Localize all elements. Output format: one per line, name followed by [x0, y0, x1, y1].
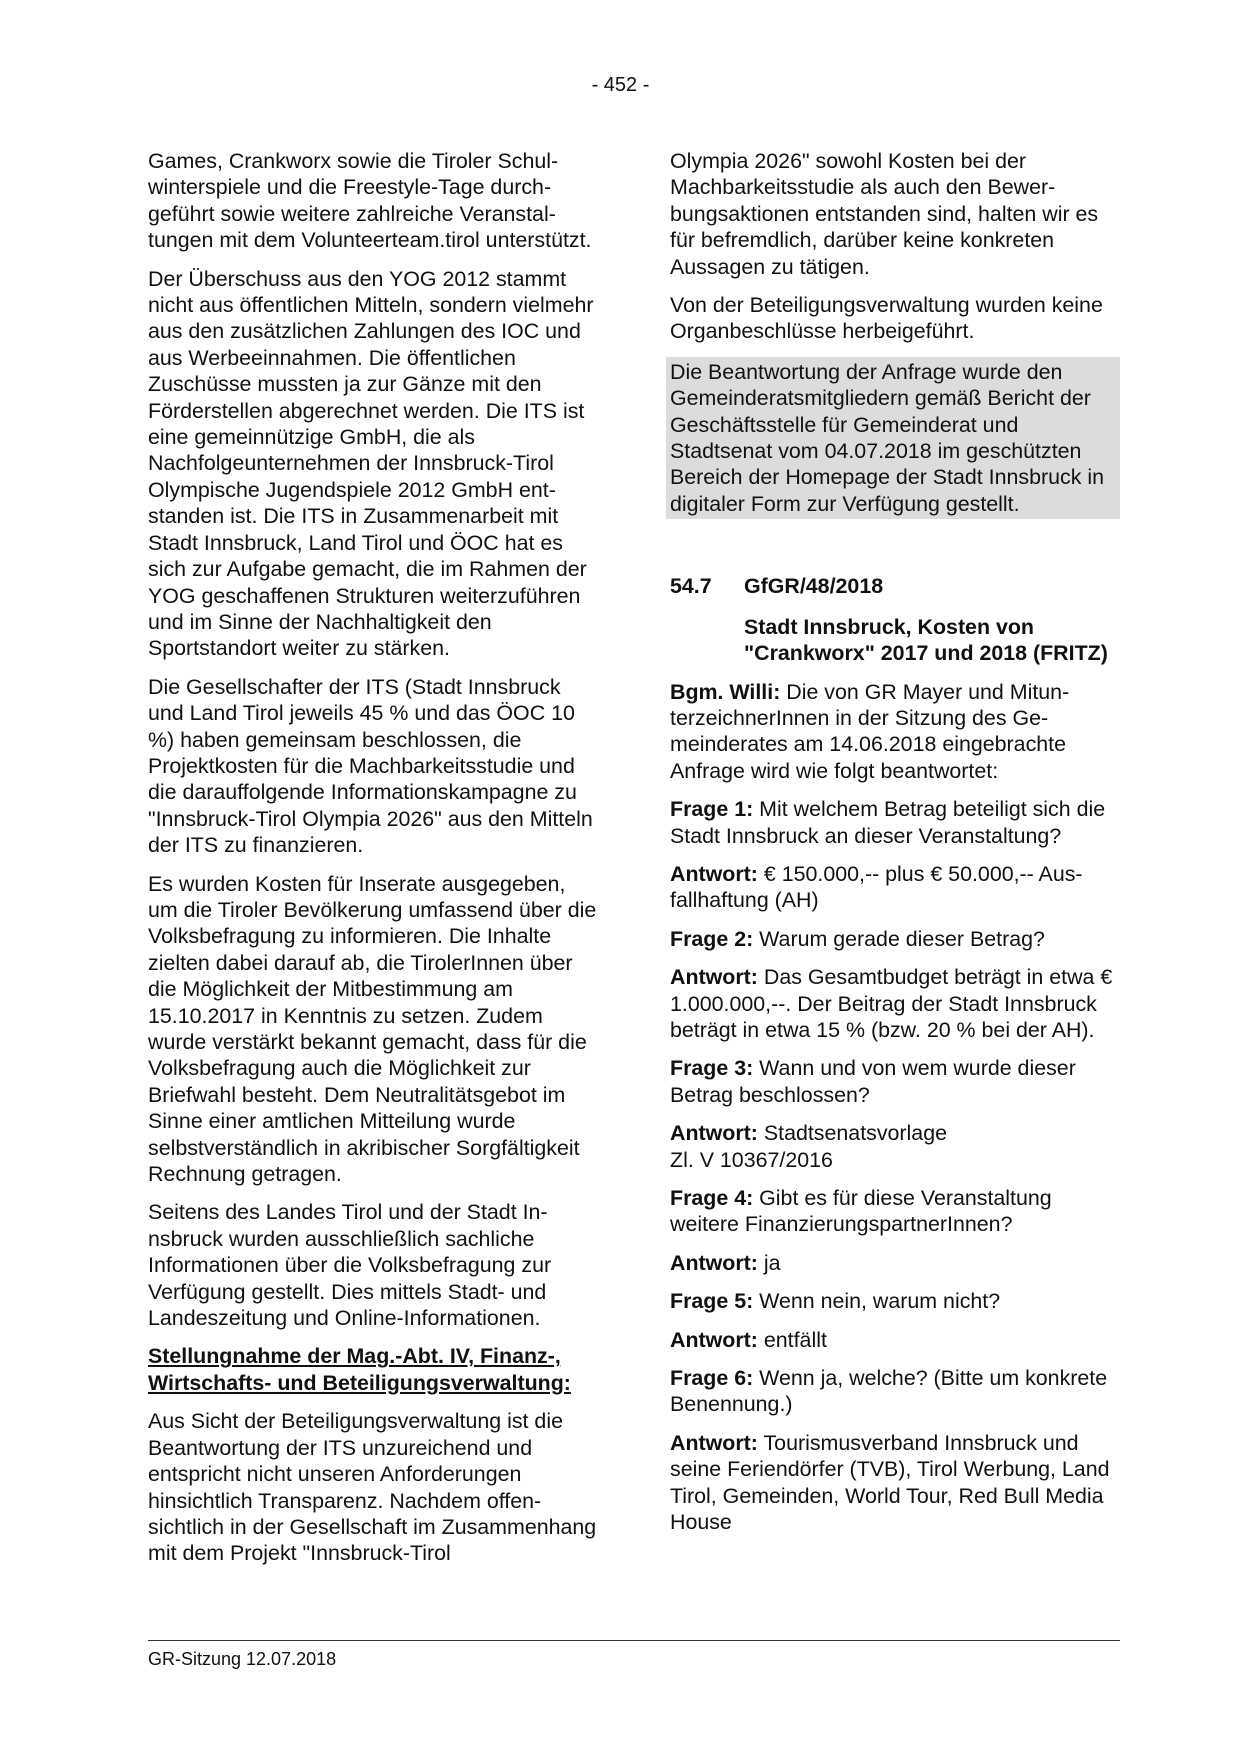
qa-text: Das Gesamtbudget beträgt in etwa € 1.000.000,--. Der Beitrag der Stadt Innsbruck beträgt in etwa 15 % (bzw. 20 % bei der AH). [670, 965, 1113, 1042]
right-column [670, 148, 1120, 1547]
qa-label: Frage 1: [670, 797, 754, 822]
qa-label: Frage 6: [670, 1366, 754, 1391]
qa-label: Frage 4: [670, 1186, 754, 1210]
highlighted-note: Die Beantwortung der Anfrage wurde den Gemeinderatsmitgliedern gemäß Bericht der Geschäftsstelle für Gemeinderat und Stadtsenat vom 04.07.2018 im geschützten Bereich der Homepage der Stadt Innsbruck in digitaler Form zur Verfügung gestellt. [666, 357, 1120, 519]
agenda-item-title: Stadt Innsbruck, Kosten von "Crankworx" 2017 und 2018 (FRITZ) [744, 614, 1108, 666]
answer-paragraph [670, 1250, 1120, 1276]
question-paragraph [670, 1288, 1120, 1314]
qa-text: € 150.000,-- plus € 50.000,-- Ausfallhaftung (AH) [670, 861, 1083, 913]
footer-divider [148, 1640, 1120, 1641]
qa-text: Tourismusverband Innsbruck und seine Feriendörfer (TVB), Tirol Werbung, Land Tirol, Gemeinden, World Tour, Red Bull Media House [670, 1430, 1110, 1535]
section-heading: Stellungnahme der Mag.-Abt. IV, Finanz-, Wirtschafts- und Beteiligungsverwaltung: [148, 1344, 571, 1395]
body-paragraph: Games, Crankworx sowie die Tiroler Schulwinterspiele und die Freestyle-Tage durchgeführt sowie weitere zahlreiche Veranstaltungen mit dem Volunteerteam.tirol unterstützt. [148, 149, 592, 253]
question-paragraph [670, 1365, 1120, 1418]
intro-text: Die von GR Mayer und MitunterzeichnerInnen in der Sitzung des Gemeinderates am 14.06.2018 eingebrachte Anfrage wird wie folgt beantwortet: [670, 679, 1070, 783]
body-paragraph: Die Gesellschafter der ITS (Stadt Innsbruck und Land Tirol jeweils 45 % und das ÖOC 10 %) haben gemeinsam beschlossen, die Projektkosten für die Machbarkeitsstudie und die darauffolgende Informationskampagne zu "Innsbruck-Tirol Olympia 2026" aus den Mitteln der ITS zu finanzieren. [148, 674, 593, 858]
qa-text: Warum gerade dieser Betrag? [753, 926, 1045, 951]
page-number: - 452 - [591, 74, 650, 96]
qa-text: Mit welchem Betrag beteiligt sich die Stadt Innsbruck an dieser Veranstaltung? [670, 797, 1106, 848]
body-paragraph: Es wurden Kosten für Inserate ausgegeben, um die Tiroler Bevölkerung umfassend über die Volksbefragung zu informieren. Die Inhalte zielten dabei darauf ab, die TirolerInnen über die Möglichkeit der Mitbestimmung am 15.10.2017 in Kenntnis zu setzen. Zudem wurde verstärkt bekannt gemacht, dass für die Volksbefragung auch die Möglichkeit zur Briefwahl besteht. Dem Neutralitätsgebot im Sinne einer amtlichen Mitteilung wurde selbstverständlich in akribischer Sorgfältigkeit Rechnung getragen. [148, 871, 597, 1187]
answer-paragraph [670, 861, 1120, 914]
qa-text: ja [757, 1250, 781, 1275]
qa-text: entfällt [757, 1327, 827, 1352]
qa-text: Wenn ja, welche? (Bitte um konkrete Benennung.) [670, 1366, 1108, 1417]
qa-label: Antwort: [670, 1250, 758, 1275]
question-paragraph [670, 1055, 1120, 1108]
qa-label: Frage 2: [670, 926, 754, 951]
qa-label: Antwort: [670, 1121, 758, 1146]
qa-text: Gibt es für diese Veranstaltung weitere FinanzierungspartnerInnen? [670, 1186, 1052, 1237]
question-paragraph [670, 796, 1120, 849]
speaker-label: Bgm. Willi: [670, 679, 781, 704]
body-paragraph: Der Überschuss aus den YOG 2012 stammt nicht aus öffentlichen Mitteln, sondern vielmehr aus den zusätzlichen Zahlungen des IOC und aus Werbeeinnahmen. Die öffentlichen Zuschüsse mussten ja zur Gänze mit den Förderstellen abgerechnet werden. Die ITS ist eine gemeinnützige GmbH, die als Nachfolgeunternehmen der Innsbruck-Tirol Olympische Jugendspiele 2012 GmbH entstanden ist. Die ITS in Zusammenarbeit mit Stadt Innsbruck, Land Tirol und ÖOC hat es sich zur Aufgabe gemacht, die im Rahmen der YOG geschaffenen Strukturen weiterzuführen und im Sinne der Nachhaltigkeit den Sportstandort weiter zu stärken. [148, 266, 594, 661]
qa-label: Antwort: [670, 1430, 758, 1455]
qa-label: Antwort: [670, 965, 758, 990]
answer-paragraph [670, 964, 1120, 1043]
intro-paragraph [670, 679, 1120, 785]
body-paragraph: Seitens des Landes Tirol und der Stadt Innsbruck wurden ausschließlich sachliche Informationen über die Volksbefragung zur Verfügung gestellt. Dies mittels Stadt- und Landeszeitung und Online-Informationen. [148, 1200, 552, 1331]
qa-label: Antwort: [670, 861, 758, 886]
body-paragraph: Aus Sicht der Beteiligungsverwaltung ist die Beantwortung der ITS unzureichend und entspricht nicht unseren Anforderungen hinsichtlich Transparenz. Nachdem offensichtlich in der Gesellschaft im Zusammenhang mit dem Projekt "Innsbruck-Tirol [148, 1409, 597, 1566]
qa-label: Frage 3: [670, 1056, 754, 1081]
agenda-item-heading [670, 573, 1120, 666]
footer-session-date: GR-Sitzung 12.07.2018 [148, 1649, 337, 1669]
left-column [148, 148, 600, 1579]
qa-label: Frage 5: [670, 1289, 754, 1314]
question-paragraph [670, 1185, 1120, 1238]
qa-text: Stadtsenatsvorlage Zl. V 10367/2016 [670, 1121, 947, 1172]
qa-text: Wenn nein, warum nicht? [753, 1289, 1001, 1314]
agenda-item-number: 54.7 [670, 574, 712, 599]
qa-text: Wann und von wem wurde dieser Betrag beschlossen? [670, 1056, 1076, 1107]
question-paragraph [670, 926, 1120, 952]
qa-list [670, 796, 1120, 1535]
body-paragraph: Von der Beteiligungsverwaltung wurden keine Organbeschlüsse herbeigeführt. [670, 293, 1103, 344]
qa-label: Antwort: [670, 1327, 758, 1352]
agenda-item-code: GfGR/48/2018 [744, 574, 884, 599]
body-paragraph: Olympia 2026" sowohl Kosten bei der Machbarkeitsstudie als auch den Bewerbungsaktionen entstanden sind, halten wir es für befremdlich, darüber keine konkreten Aussagen zu tätigen. [670, 149, 1099, 279]
answer-paragraph [670, 1120, 1120, 1173]
answer-paragraph [670, 1327, 1120, 1353]
answer-paragraph [670, 1430, 1120, 1536]
